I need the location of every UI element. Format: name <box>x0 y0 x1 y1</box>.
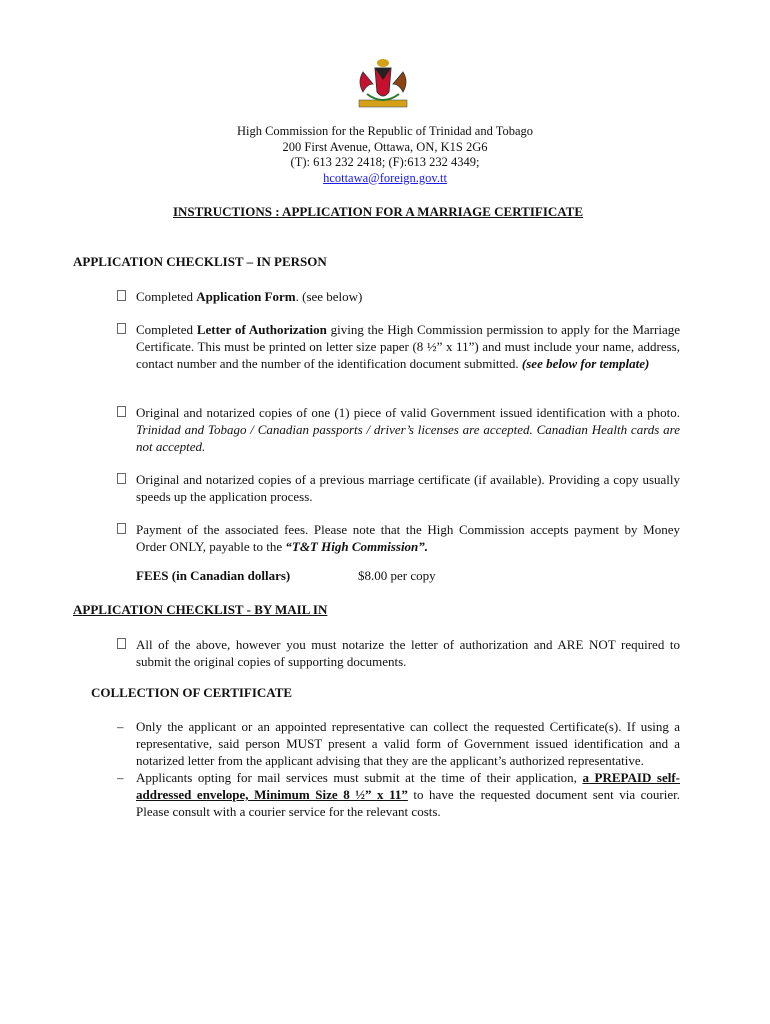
email-link[interactable]: hcottawa@foreign.gov.tt <box>323 170 447 185</box>
dash-bullet: – <box>117 719 124 734</box>
checkbox-bullet-icon <box>117 290 126 301</box>
letterhead <box>0 124 770 186</box>
coat-of-arms-logo <box>353 58 413 112</box>
document-page: High Commission for the Republic of Trinidad and Tobago 200 First Avenue, Ottawa, ON, K1S 2G6 (T): 613 232 2418; (F):613 232 4349; hcottawa@foreign.gov.tt INSTRUCTIONS : APPLICATION FOR A MARRIAGE CERTIFICATE APPLICATION CHECKLIST – IN PERSON Completed Application Form. (see below) Completed Letter of Authorization giving the High Commission permission to apply for the Marriage Certificate. This must be printed on letter size paper (8 ½” x 11”) and must include your name, address, contact number and the number of the identification document submitted. (see below for template) Original and notarized copies of one (1) piece of valid Government issued identification with a photo. Trinidad and Tobago / Canadian passports / driver’s licenses are accepted. Canadian Health cards are not accepted. Original and notarized copies of a previous marriage certificate (if available). Providing a copy usually speeds up the application process. Payment of the associated fees. Please note that the High Commission accepts payment by Money Order ONLY, payable to the “T&T High Commission”. FEES (in Canadian dollars) $8.00 per copy APPLICATION CHECKLIST - BY MAIL IN All of the above, however you must notarize the letter of authorization and ARE NOT required to submit the original copies of supporting documents. COLLECTION OF CERTIFICATE – Only the applicant or an appointed representative can collect the requested Certificate(s). If using a representative, said person MUST present a valid form of Government issued identification and a notarized letter from the applicant advising that they are the applicant’s authorized representative. – Applicants opting for mail services must submit at the time of their application, a PREPAID self-addressed envelope, Minimum Size 8 ½” x 11” to have the requested document sent via courier. Please consult with a courier service for the relevant costs. <box>0 0 770 1024</box>
checkbox-bullet-icon <box>117 406 126 417</box>
section-heading-collection: COLLECTION OF CERTIFICATE <box>91 685 293 700</box>
letterhead-phone-fax: (T): 613 232 2418; (F):613 232 4349; <box>290 155 480 169</box>
document-title: INSTRUCTIONS : APPLICATION FOR A MARRIAGE CERTIFICATE <box>172 204 584 219</box>
section-heading-mail-in: APPLICATION CHECKLIST - BY MAIL IN <box>73 602 328 617</box>
checkbox-bullet-icon <box>117 638 126 649</box>
fees-value: $8.00 per copy <box>358 568 436 583</box>
dash-bullet: – <box>117 770 124 785</box>
letterhead-org: High Commission for the Republic of Trinidad and Tobago <box>236 124 534 138</box>
fees-label: FEES (in Canadian dollars) <box>136 568 291 583</box>
fees-line <box>136 568 636 584</box>
checkbox-bullet-icon <box>117 523 126 534</box>
section-heading-in-person: APPLICATION CHECKLIST – IN PERSON <box>73 254 327 269</box>
checkbox-bullet-icon <box>117 473 126 484</box>
letterhead-address: 200 First Avenue, Ottawa, ON, K1S 2G6 <box>282 139 488 154</box>
checkbox-bullet-icon <box>117 323 126 334</box>
